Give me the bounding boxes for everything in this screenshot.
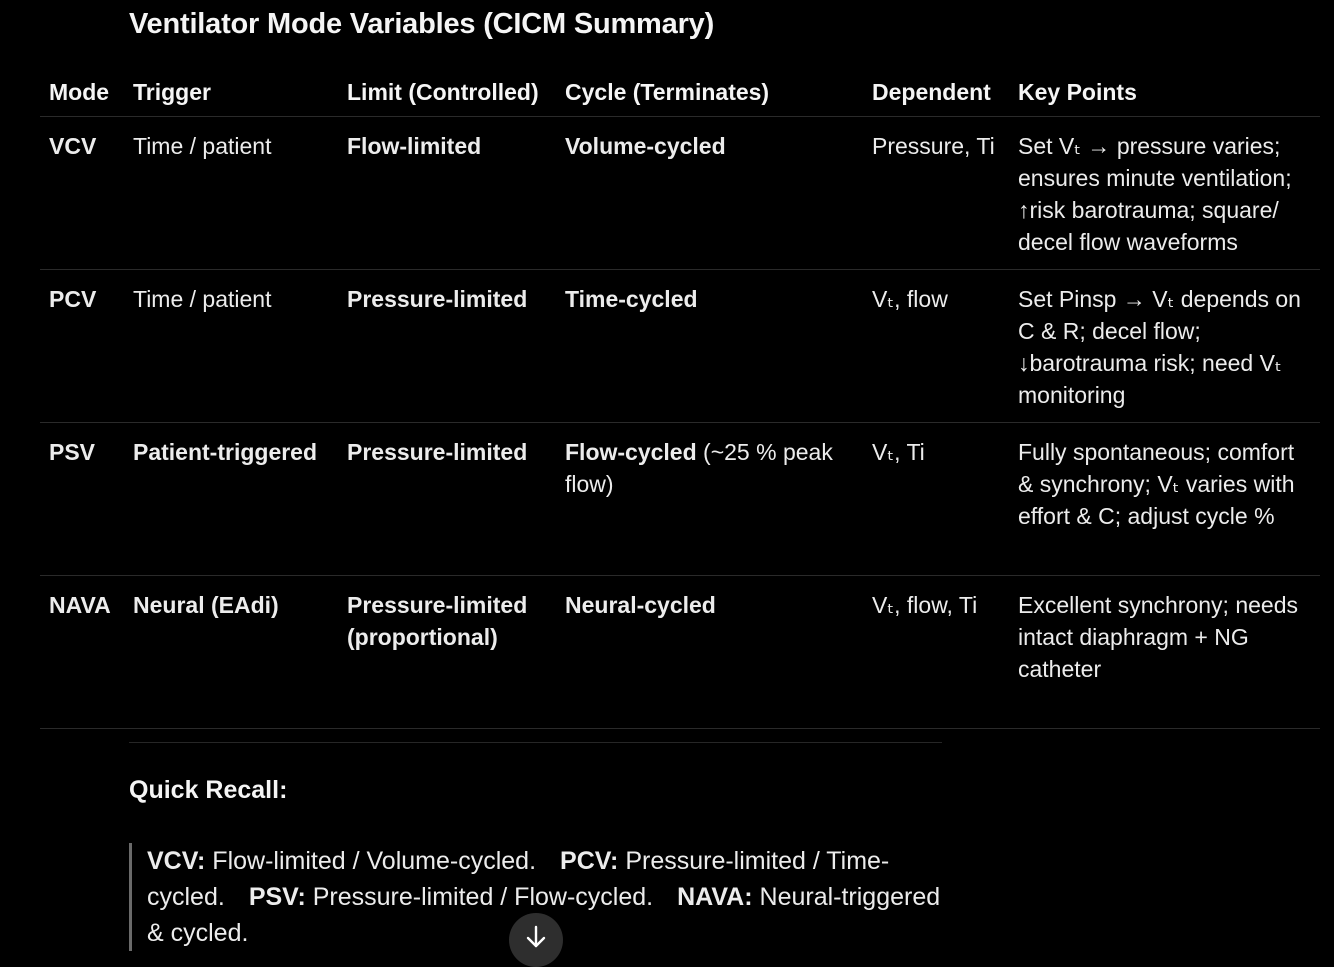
dependent-cell: Vₜ, flow [863, 270, 1009, 423]
dependent-cell: Pressure, Ti [863, 117, 1009, 270]
mode-cell: PCV [40, 270, 124, 423]
recall-text-psv: Pressure-limited / Flow-cycled. [305, 883, 654, 911]
mode-cell: PSV [40, 423, 124, 576]
trigger-cell: Time / patient [124, 117, 338, 270]
cycle-note: (~25 % peak flow) [565, 439, 833, 497]
scroll-down-button[interactable] [509, 913, 563, 967]
key-points-cell: Fully spontaneous; comfort & synchrony; Vₜ varies with effort & C; adjust cycle % [1009, 423, 1320, 576]
header-dependent: Dependent [863, 70, 1009, 117]
mode-cell: NAVA [40, 576, 124, 729]
table-row-nava [40, 576, 1320, 729]
mode-variables-table [40, 70, 1320, 729]
key-points-cell: Set Vₜ → pressure varies; ensures minute ventilation; ↑risk barotrauma; square/ decel flow waveforms [1009, 117, 1320, 270]
limit-cell: Pressure-limited (proportional) [338, 576, 556, 729]
dependent-cell: Vₜ, Ti [863, 423, 1009, 576]
cycle-label: Neural-cycled [565, 592, 716, 618]
cycle-label: Time-cycled [565, 286, 698, 312]
table-row-psv [40, 423, 1320, 576]
header-mode: Mode [40, 70, 124, 117]
cycle-label: Volume-cycled [565, 133, 726, 159]
recall-label-nava: NAVA: [677, 883, 753, 911]
table-row-vcv [40, 117, 1320, 270]
quick-recall-heading: Quick Recall: [129, 776, 288, 804]
arrow-down-icon [524, 924, 548, 950]
cycle-label: Flow-cycled [565, 439, 697, 465]
dependent-cell: Vₜ, flow, Ti [863, 576, 1009, 729]
recall-text-pcv: Pressure-limited / Time-cycled. [147, 847, 890, 911]
recall-label-psv: PSV: [248, 883, 306, 911]
recall-text-vcv: Flow-limited / Volume-cycled. [205, 847, 537, 875]
trigger-cell: Neural (EAdi) [124, 576, 338, 729]
cycle-cell [556, 423, 863, 576]
key-points-cell: Excellent synchrony; needs intact diaphragm + NG catheter [1009, 576, 1320, 729]
section-divider [129, 742, 942, 743]
recall-label-vcv: VCV: [147, 847, 206, 875]
header-trigger: Trigger [124, 70, 338, 117]
cycle-cell [556, 270, 863, 423]
limit-cell: Pressure-limited [338, 423, 556, 576]
cycle-cell [556, 117, 863, 270]
key-points-cell: Set Pinsp → Vₜ depends on C & R; decel flow; ↓barotrauma risk; need Vₜ monitoring [1009, 270, 1320, 423]
cycle-cell [556, 576, 863, 729]
limit-cell: Flow-limited [338, 117, 556, 270]
header-cycle: Cycle (Terminates) [556, 70, 863, 117]
table-header-row [40, 70, 1320, 117]
recall-text-nava: Neural-triggered & cycled. [147, 883, 941, 947]
recall-label-pcv: PCV: [560, 847, 619, 875]
header-limit: Limit (Controlled) [338, 70, 556, 117]
trigger-cell: Time / patient [124, 270, 338, 423]
limit-cell: Pressure-limited [338, 270, 556, 423]
header-key-points: Key Points [1009, 70, 1320, 117]
page-title: Ventilator Mode Variables (CICM Summary) [129, 8, 715, 40]
mode-cell: VCV [40, 117, 124, 270]
table-row-pcv [40, 270, 1320, 423]
trigger-cell: Patient-triggered [124, 423, 338, 576]
